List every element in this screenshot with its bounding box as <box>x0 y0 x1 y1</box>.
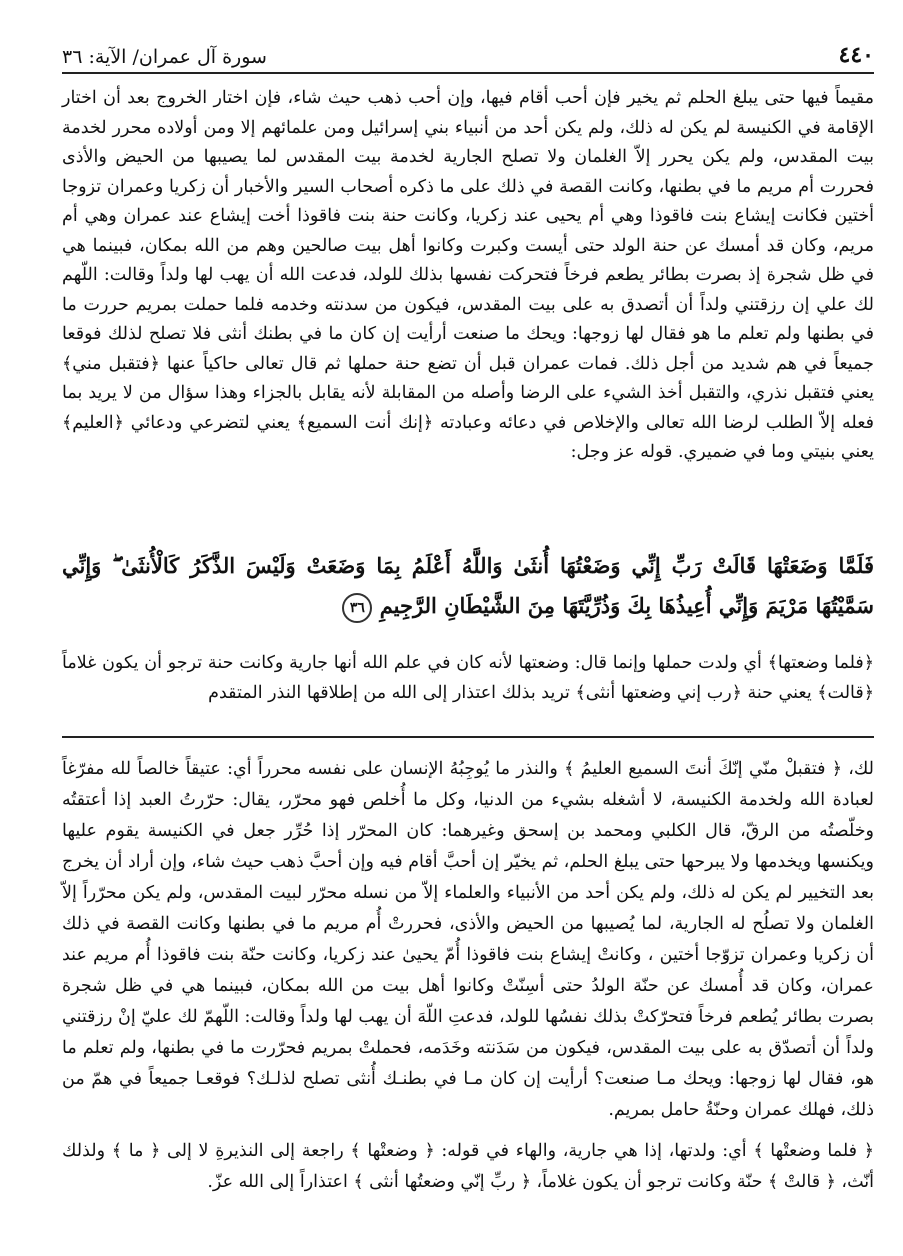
footnote-paragraph-1: لك، ﴿ فتقبلْ منّي إنّكَ أنتَ السميع العليمُ ﴾ والنذر ما يُوجِبُهُ الإنسان على نفسه محرراً أي: عتيقاً خالصاً لله مفرّغاً لعبادة الله ولخدمة الكنيسة، لا أشغله بشيء من الدنيا، وكل ما أُخلص فهو محرّر، يقال: حرّرتُ العبد إذا أعتقتُه وخلّصتُه من الرقّ، قال الكلبي ومحمد بن إسحق وغيرهما: كان المحرّر إذا حُرِّر جعل في الكنيسة يقوم عليها ويكنسها ويخدمها ولا يبرحها حتى يبلغ الحلم، ثم يخيّر إن أحبَّ أقام فيه وإن أحبَّ ذهب حيث شاء، وإن أراد أن يخرج بعد التخيير لم يكن له ذلك، ولم يكن أحد من الأنبياء والعلماء إلاّ من نسله محرّر لبيت المقدس، ولم يكن محرّراً إلاّ الغلمان ولا تصلُح له الجارية، لما يُصيبها من الحيض والأذى، فحررتْ أُم مريم ما في بطنها وكانت القصة في ذلك أن زكريا وعمران تزوّجا أختين ، وكانتْ إيشاع بنت فاقوذا أُمّ يحيىٰ عند زكريا، وكانت حنّة بنت فاقوذا أُم مريم عند عمران، وكان قد أُمسك عن حنّة الولدُ حتى أسِنّتْ وكانوا أهل بيت من الله بمكان، فبينما هي في ظل شجرة بصرت بطائر يُطعم فرخاً فتحرّكتْ بذلك نفسُها للولد، فدعتِ اللّهَ أن يهب لها ولداً وقالت: اللّهمّ لك عليّ إنْ رزقتني ولداً أن أتصدّق به على بيت المقدس، فيكون من سَدَنته وخَدَمه، فحملتْ بمريم فحرّرت ما في بطنها، ولم تعلم ما هو، فقال لها زوجها: ويحك مـا صنعت؟ أرأيت إن كان مـا في بطنـك أُنثى تصلح لذلـك؟ فوقعـا جميعاً في همّ من ذلك، فهلك عمران وحنّةُ حامل بمريم. <box>62 759 874 1120</box>
tafsir-paragraph: ﴿فلما وضعتها﴾ أي ولدت حملها وإنما قال: وضعتها لأنه كان في علم الله أنها جارية وكانت حنة ترجو أن يكون غلاماً ﴿قالت﴾ يعني حنة ﴿رب إني وضعتها أنثى﴾ تريد بذلك اعتذار إلى الله من إطلاقها النذر المتقدم <box>62 653 874 703</box>
footnote-divider <box>62 736 874 738</box>
main-text-block <box>62 84 874 468</box>
tafsir-block <box>62 648 874 708</box>
footnote-block <box>62 754 874 1198</box>
page-header <box>62 34 874 74</box>
verse-number-badge: ٣٦ <box>342 593 372 623</box>
page-number: ٤٤٠ <box>838 42 874 68</box>
footnote-paragraph-2: ﴿ فلما وضعتْها ﴾ أي: ولدتها، إذا هي جارية، والهاء في قوله: ﴿ وضعتْها ﴾ راجعة إلى النذيرةِ لا إلى ﴿ ما ﴾ ولذلك أنّث، ﴿ قالتْ ﴾ حنّة وكانت ترجو أن يكون غلاماً، ﴿ ربِّ إنّي وضعتُها أنثى ﴾ اعتذاراً إلى الله عزّ. <box>62 1141 874 1192</box>
main-paragraph: مقيماً فيها حتى يبلغ الحلم ثم يخير فإن أحب أقام فيها، وإن أحب ذهب حيث شاء، فإن اختار الخروج بعد أن اختار الإقامة في الكنيسة لم يكن له ذلك، ولم يكن أحد من أنبياء بني إسرائيل ومن علمائهم إلا ومن أولاده محرر لخدمة بيت المقدس، ولم يكن يحرر إلاّ الغلمان ولا تصلح الجارية لخدمة بيت المقدس لما يصيبها من الحيض والأذى فحررت أم مريم ما في بطنها، وكانت القصة في ذلك على ما ذكره أصحاب السير والأخبار أن زكريا وعمران تزوجا أختين فكانت إيشاع بنت فاقوذا وهي أم يحيى عند زكريا، وكانت حنة بنت فاقوذا أخت إيشاع عند عمران وهي أم مريم، وكان قد أمسك عن حنة الولد حتى أيست وكبرت وكانوا أهل بيت صالحين وهم من الله بمكان، فبينما هي في ظل شجرة إذ بصرت بطائر يطعم فرخاً فتحركت نفسها بذلك للولد، فدعت الله أن يهب لها ولداً وقالت: اللّهم لك علي إن رزقتني ولداً أن أتصدق به على بيت المقدس، فيكون من سدنته وخدمه فلما حملت بمريم حررت ما في بطنها ولم تعلم ما هو فقال لها زوجها: ويحك ما صنعت أرأيت إن كان ما في بطنك أنثى فلا تصلح لذلك فوقعا جميعاً في هم شديد من أجل ذلك. فمات عمران قبل أن تضع حنة حملها ثم قال تعالى حاكياً عنها ﴿فتقبل مني﴾ يعني فتقبل نذري، والتقبل أخذ الشيء على الرضا وأصله من المقابلة لأنه يقابل بالجزاء وهذا سؤال من لا يريد بما فعله إلاّ الطلب لرضا الله تعالى والإخلاص في دعائه وعبادته ﴿إنك أنت السميع﴾ يعني لتضرعي ودعائي ﴿العليم﴾ يعني بنيتي وما في ضميري. قوله عز وجل: <box>62 88 874 462</box>
surah-label: سورة آل عمران/ الآية: ٣٦ <box>62 46 267 68</box>
quran-verse: فَلَمَّا وَضَعَتْهَا قَالَتْ رَبِّ إِنِّي وَضَعْتُهَا أُنثَىٰ وَاللَّهُ أَعْلَمُ بِمَا وَضَعَتْ وَلَيْسَ الذَّكَرُ كَالْأُنثَىٰ ۖ وَإِنِّي سَمَّيْتُهَا مَرْيَمَ وَإِنِّي أُعِيذُهَا بِكَ وَذُرِّيَّتَهَا مِنَ الشَّيْطَانِ الرَّجِيمِ <box>62 553 874 618</box>
quran-verse-block <box>62 546 874 626</box>
document-page <box>62 34 874 1244</box>
